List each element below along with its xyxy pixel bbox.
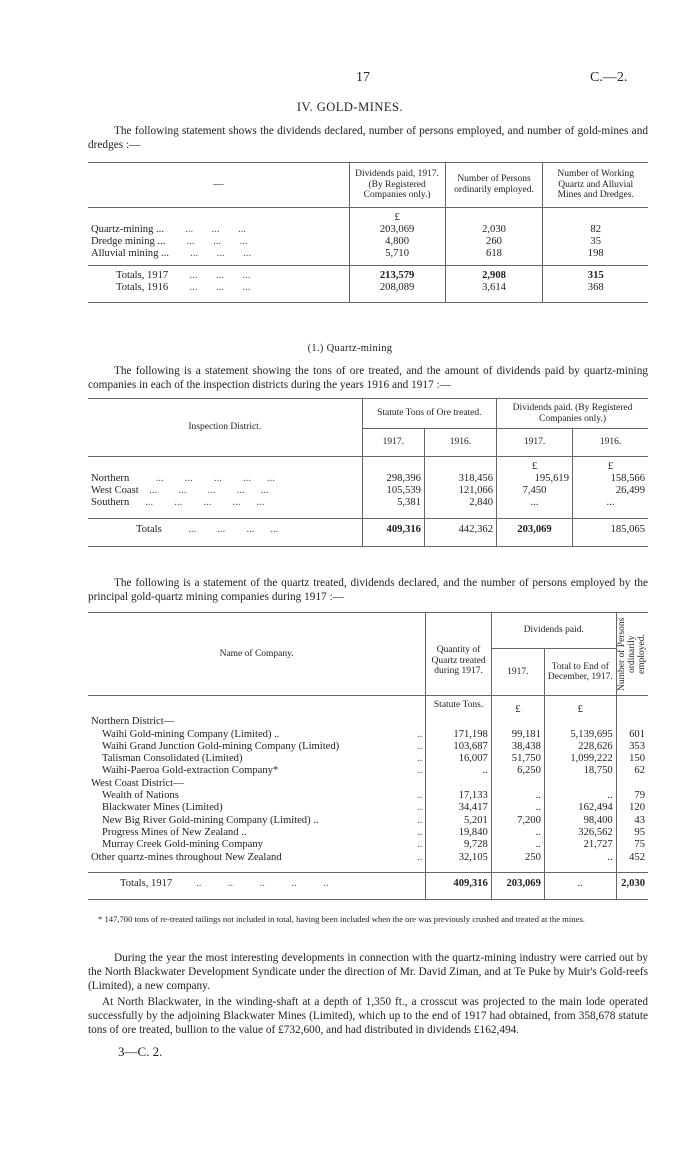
dividends-group-header: Dividends paid. (By Registered Companies only.): [497, 399, 648, 429]
intro-text: The following statement shows the dividends declared, number of persons employed, and number of gold-mines and dredges :—: [88, 125, 648, 151]
district-heading-row: West Coast District—: [88, 778, 648, 790]
table-row: .. Progress Mines of New Zealand .. 19,840 .. 326,562 95: [88, 827, 648, 839]
company-stub-header: Name of Company.: [219, 648, 294, 659]
paragraph-3-text: The following is a statement of the quartz treated, dividends declared, and the number of persons employed by the principal gold-quartz mining companies during 1917 :—: [88, 577, 648, 603]
company-table: Name of Company. Quantity of Quartz treated during 1917. Dividends paid. Number of Persons ordinarily employed. 1917. Total to End of December, 1917. Statute Tons. £ £ Northern District— .. Waihi Gold-mining Company (Limited) .. 171,198 99,181 5,139,695 601 .. Waihi Grand Junction Gold-mining Company (Limited) 103,687 38,438 228,626 353 .. Talisman Consolidated (Limited) 16,007 51,750 1,099,222 150 .. Waihi-Paeroa Gold-extraction Company* .. 6,250 18,750 62 West Coast District— .. Wealth of Nations 17,133 .. .. 79 .. Blackwater Mines (Limited) 34,417 .. 162,494 120 .. New Big River Gold-mining Company (Limited) .. 5,201 7,200 98,400 43 .. Progress Mines of New Zealand .. 19,840 .. 326,562 95 .. Murray Creek Gold-mining Company 9,728 .. 21,727 75 .. Other quartz-mines throughout New Zealand 32,105 250 .. 452 Totals, 1917 .. .. .. .. .. 409,316 203,069 .. 2,030: [88, 612, 648, 900]
summary-col-dividends: Dividends paid, 1917. (By Registered Companies only.): [349, 163, 445, 208]
table-row: .. Blackwater Mines (Limited) 34,417 .. 162,494 120: [88, 802, 648, 814]
table-row: .. Talisman Consolidated (Limited) 16,007 51,750 1,099,222 150: [88, 753, 648, 765]
subsection-title: (1.) Quartz-mining: [307, 343, 393, 354]
paragraph-4-text: During the year the most interesting developments in connection with the quartz-mining industry were carried out by the North Blackwater Development Syndicate under the direction of Mr. David Ziman, and at Te Puke by Muir's Gold-reefs (Limited), a new company.: [88, 952, 648, 992]
table-row: Quartz-mining ... ... ... ... 203,069 2,030 82: [88, 224, 648, 236]
table-row: Dredge mining ... ... ... ... 4,800 260 35: [88, 236, 648, 248]
district-heading-row: Northern District—: [88, 716, 648, 728]
table-row: .. New Big River Gold-mining Company (Limited) .. 5,201 7,200 98,400 43: [88, 815, 648, 827]
intro-paragraph: [88, 124, 648, 152]
district-table: Inspection District. Statute Tons of Ore treated. Dividends paid. (By Registered Companies only.) 1917. 1916. 1917. 1916. £ £ Northern ... ... ... ... ... 298,396 318,456 195,619 158,566 West Coast ... ... ... ... ... 105,539 121,066 7,450 26,499 Southern ... ... ... ... ... 5,381 2,840 ... ... Totals ... ... ... ... 409,316 442,362 203,069 185,065: [88, 398, 648, 547]
summary-stub-header: —: [213, 178, 224, 190]
table-row: Alluvial mining ... ... ... ... 5,710 618 198: [88, 248, 648, 265]
tons-group-header: Statute Tons of Ore treated.: [362, 399, 496, 429]
table-row: .. Wealth of Nations 17,133 .. .. 79: [88, 790, 648, 802]
paragraph-4: [88, 951, 648, 993]
div-total-header: Total to End of December, 1917.: [544, 649, 616, 696]
paragraph-5: [88, 995, 648, 1037]
year-header: 1917.: [497, 429, 573, 457]
table-row: West Coast ... ... ... ... ... 105,539 121,066 7,450 26,499: [88, 485, 648, 497]
table-row: .. Murray Creek Gold-mining Company 9,728 .. 21,727 75: [88, 839, 648, 851]
table-row: Totals, 1917 .. .. .. .. .. 409,316 203,069 .. 2,030: [88, 872, 648, 899]
page-number: 17: [356, 70, 370, 85]
footnote: * 147,700 tons of re-treated tailings not included in total, having been included when the ore was previously crushed and treated at the mines.: [98, 914, 585, 924]
paragraph-2: [88, 364, 648, 392]
year-header: 1917.: [362, 429, 424, 457]
paragraph-5-text: At North Blackwater, in the winding-shaft at a depth of 1,350 ft., a crosscut was projected to the main lode operated successfully by the adjoining Blackwater Mines (Limited), which up to the end of 1917 had obtained, from 358,678 statute tons of ore treated, bullion to the value of £732,600, and had distributed in dividends £162,494.: [88, 996, 648, 1036]
summary-unit: £: [349, 207, 445, 224]
summary-table: [88, 162, 648, 303]
year-header: 1916.: [573, 429, 649, 457]
section-title: IV. GOLD-MINES.: [296, 100, 404, 114]
document-reference: C.—2.: [590, 70, 628, 85]
district-stub-header: Inspection District.: [188, 422, 262, 432]
table-row: .. Waihi Gold-mining Company (Limited) .. 171,198 99,181 5,139,695 601: [88, 729, 648, 741]
table-row: .. Other quartz-mines throughout New Zealand 32,105 250 .. 452: [88, 852, 648, 873]
table-row: Northern ... ... ... ... ... 298,396 318,456 195,619 158,566: [88, 473, 648, 485]
paragraph-2-text: The following is a statement showing the tons of ore treated, and the amount of dividends paid by quartz-mining companies in each of the inspection districts during the years 1916 and 1917 :—: [88, 365, 648, 391]
table-row: Totals, 1916 ... ... ... 208,089 3,614 368: [88, 282, 648, 303]
signature-mark: 3—C. 2.: [118, 1044, 163, 1059]
year-header: 1916.: [424, 429, 496, 457]
persons-header: Number of Persons ordinarily employed.: [616, 613, 648, 696]
summary-col-persons: Number of Persons ordinarily employed.: [445, 163, 543, 208]
table-row: Totals, 1917 ... ... ... 213,579 2,908 315: [88, 265, 648, 282]
table-row: .. Waihi-Paeroa Gold-extraction Company* .. 6,250 18,750 62: [88, 765, 648, 777]
dividends-header: Dividends paid.: [491, 613, 616, 649]
summary-col-mines: Number of Working Quartz and Alluvial Mines and Dredges.: [543, 163, 648, 208]
quantity-header: Quantity of Quartz treated during 1917.: [426, 613, 492, 696]
div-1917-header: 1917.: [491, 649, 544, 696]
paragraph-3: [88, 576, 648, 604]
table-row: Southern ... ... ... ... ... 5,381 2,840 ... ...: [88, 497, 648, 518]
table-row: .. Waihi Grand Junction Gold-mining Company (Limited) 103,687 38,438 228,626 353: [88, 741, 648, 753]
table-row: Totals ... ... ... ... 409,316 442,362 203,069 185,065: [88, 518, 648, 546]
